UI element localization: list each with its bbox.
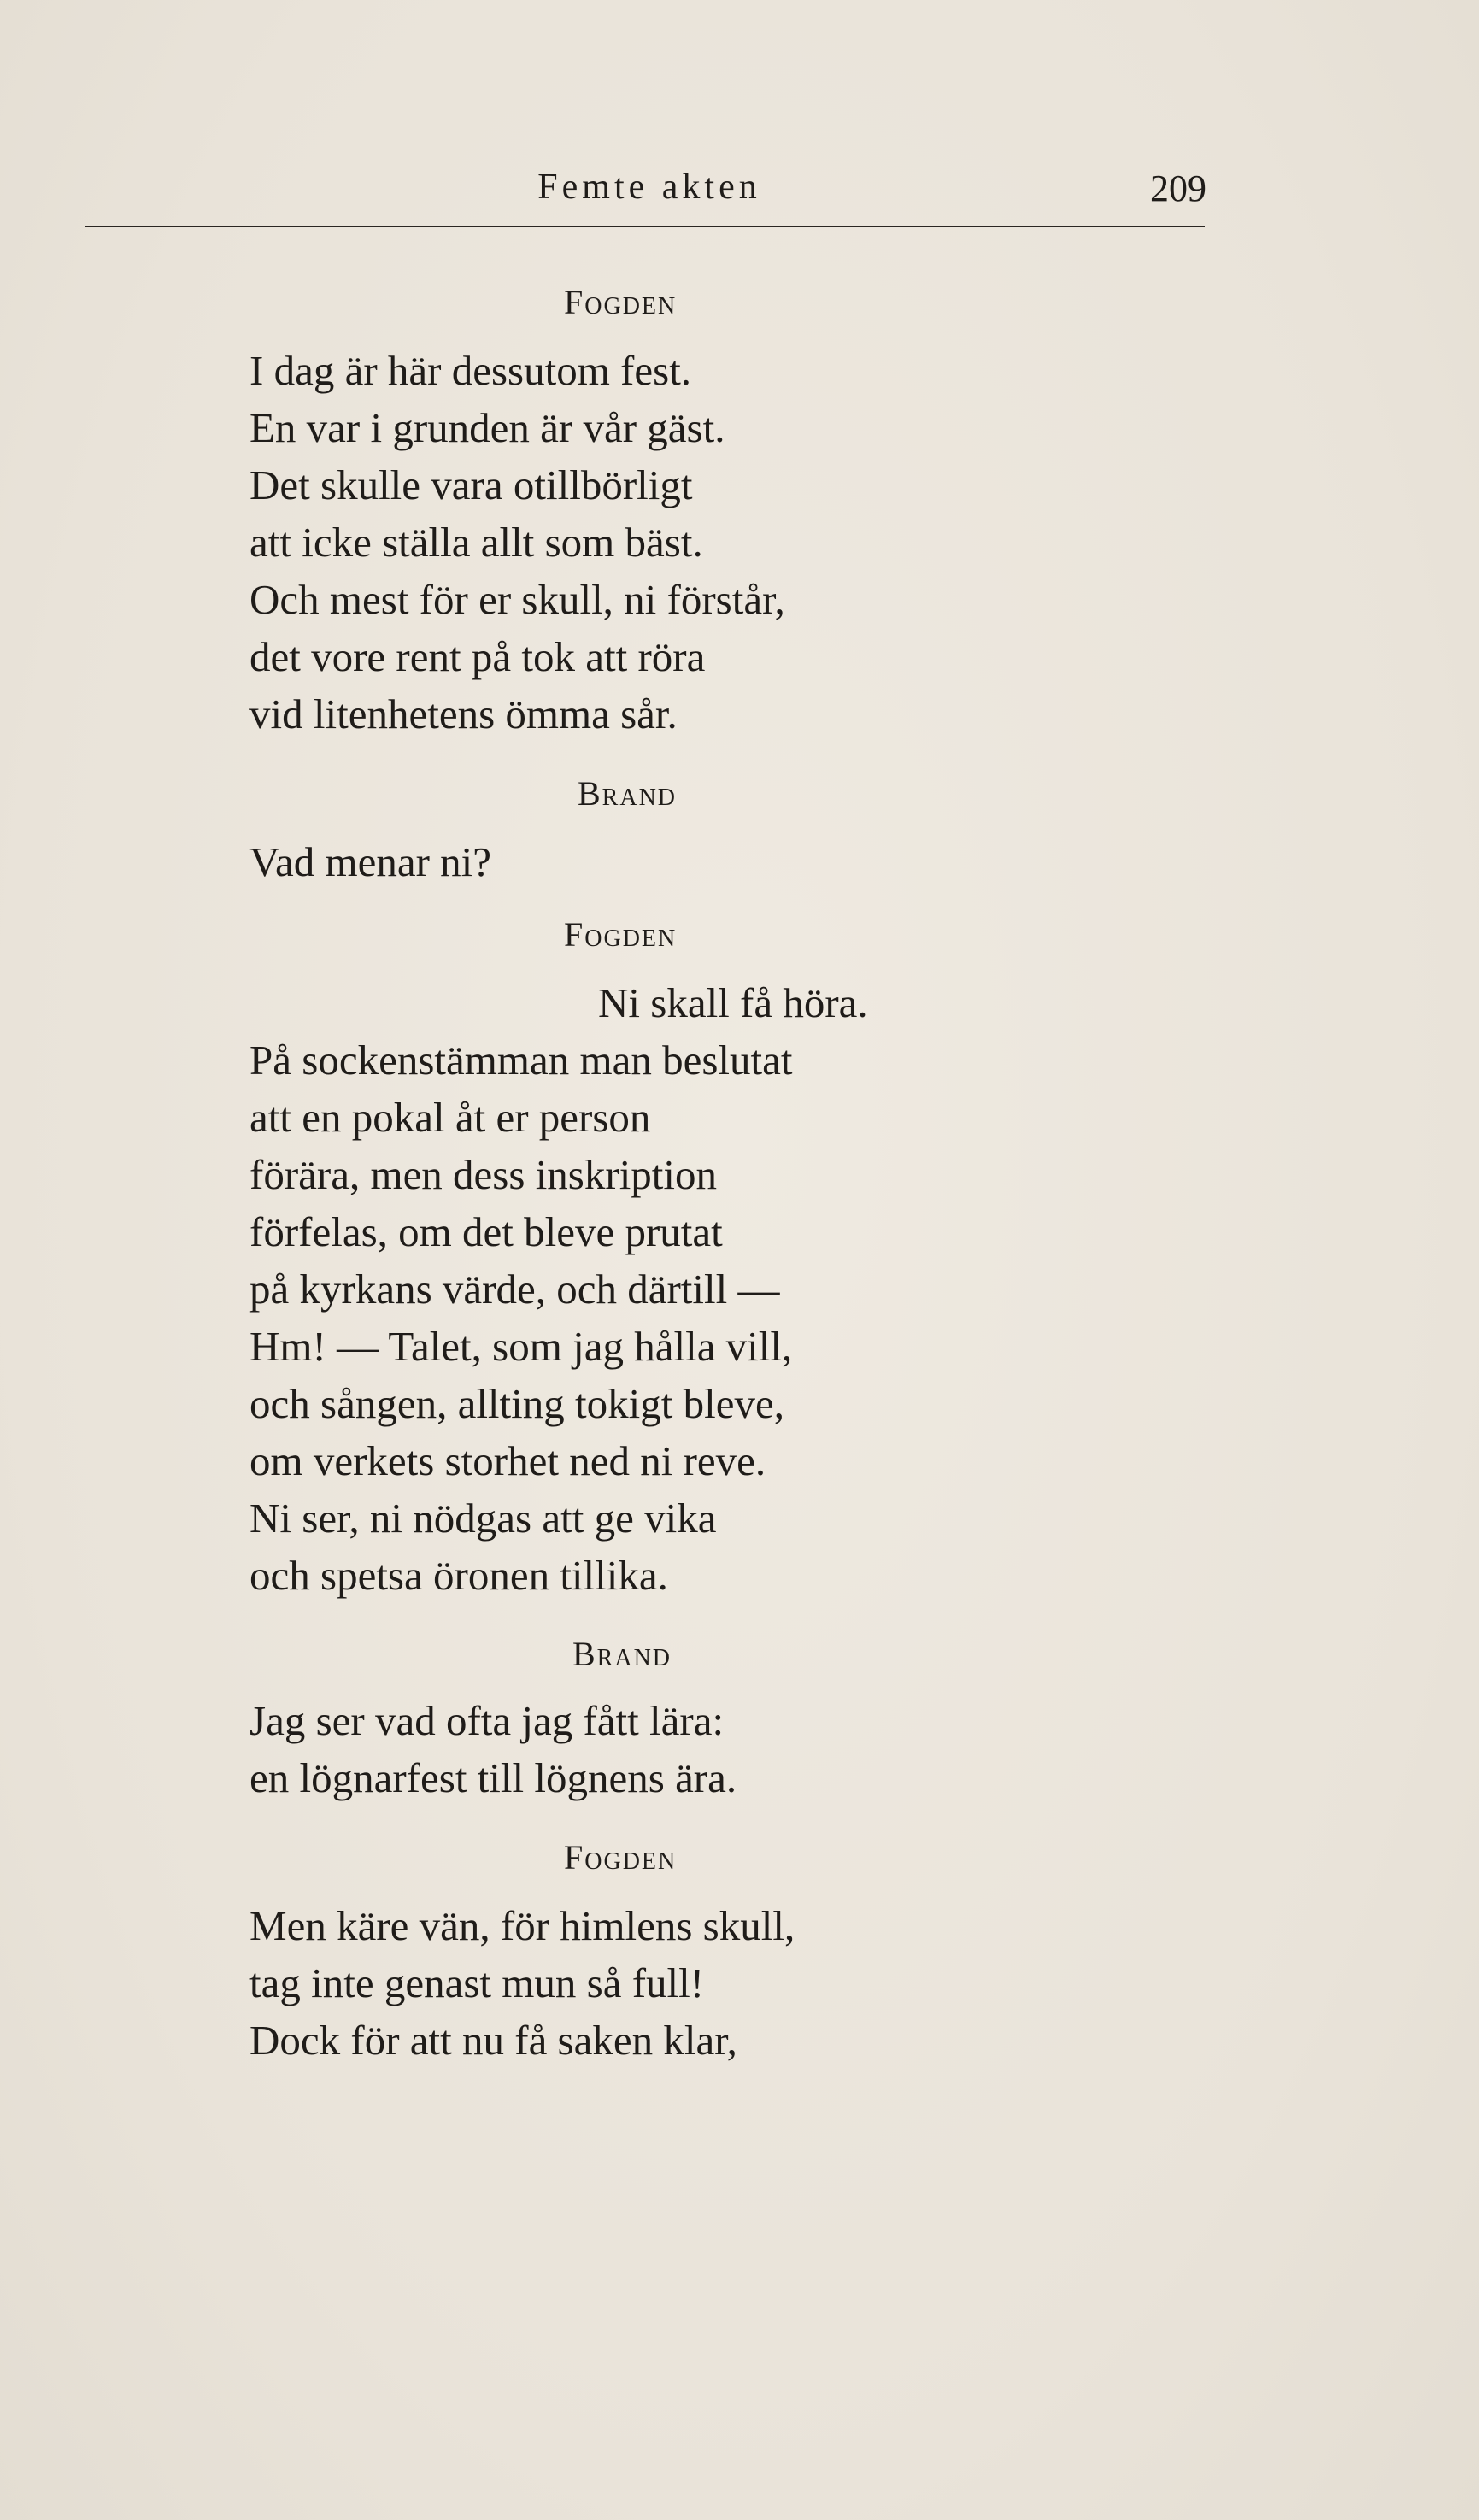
verse-line: En var i grunden är vår gäst. (249, 404, 725, 451)
verse-line: Dock för att nu få saken klar, (249, 2017, 737, 2064)
verse-line: Ni ser, ni nödgas att ge vika (249, 1495, 717, 1542)
header-rule (85, 226, 1205, 227)
verse-line: förära, men dess inskription (249, 1151, 718, 1198)
verse-line: och spetsa öronen tillika. (249, 1552, 668, 1599)
verse-line: att en pokal åt er person (249, 1094, 651, 1141)
verse-line: om verkets storhet ned ni reve. (249, 1437, 766, 1484)
verse-line: förfelas, om det bleve prutat (249, 1208, 723, 1255)
speaker-name: Brand (572, 1635, 672, 1673)
verse-line: på kyrkans värde, och därtill — (249, 1266, 780, 1313)
verse-line: tag inte genast mun så full! (249, 1959, 705, 2006)
speaker-name: Fogden (564, 915, 678, 954)
speaker-name: Fogden (564, 1838, 678, 1877)
verse-line: Ni skall få höra. (598, 979, 868, 1026)
verse-line: Det skulle vara otillbörligt (249, 461, 693, 508)
verse-line: Vad menar ni? (249, 838, 491, 885)
verse-line: Men käre vän, för himlens skull, (249, 1902, 795, 1949)
verse-line: vid litenhetens ömma sår. (249, 690, 678, 737)
page-header (85, 167, 1213, 226)
verse-line: att icke ställa allt som bäst. (249, 519, 703, 566)
verse-line: I dag är här dessutom fest. (249, 347, 692, 394)
verse-line: Jag ser vad ofta jag fått lära: (249, 1697, 725, 1744)
verse-line: På sockenstämman man beslutat (249, 1037, 793, 1084)
page-number: 209 (1150, 167, 1206, 209)
running-title: Femte akten (537, 167, 761, 207)
verse-line: Och mest för er skull, ni förstår, (249, 576, 785, 623)
speaker-name: Brand (578, 774, 678, 813)
verse-line: Hm! — Talet, som jag hålla vill, (249, 1323, 793, 1370)
speaker-name: Fogden (564, 283, 678, 321)
verse-line: en lögnarfest till lögnens ära. (249, 1754, 737, 1801)
verse-line: och sången, allting tokigt bleve, (249, 1380, 784, 1427)
verse-line: det vore rent på tok att röra (249, 633, 706, 680)
